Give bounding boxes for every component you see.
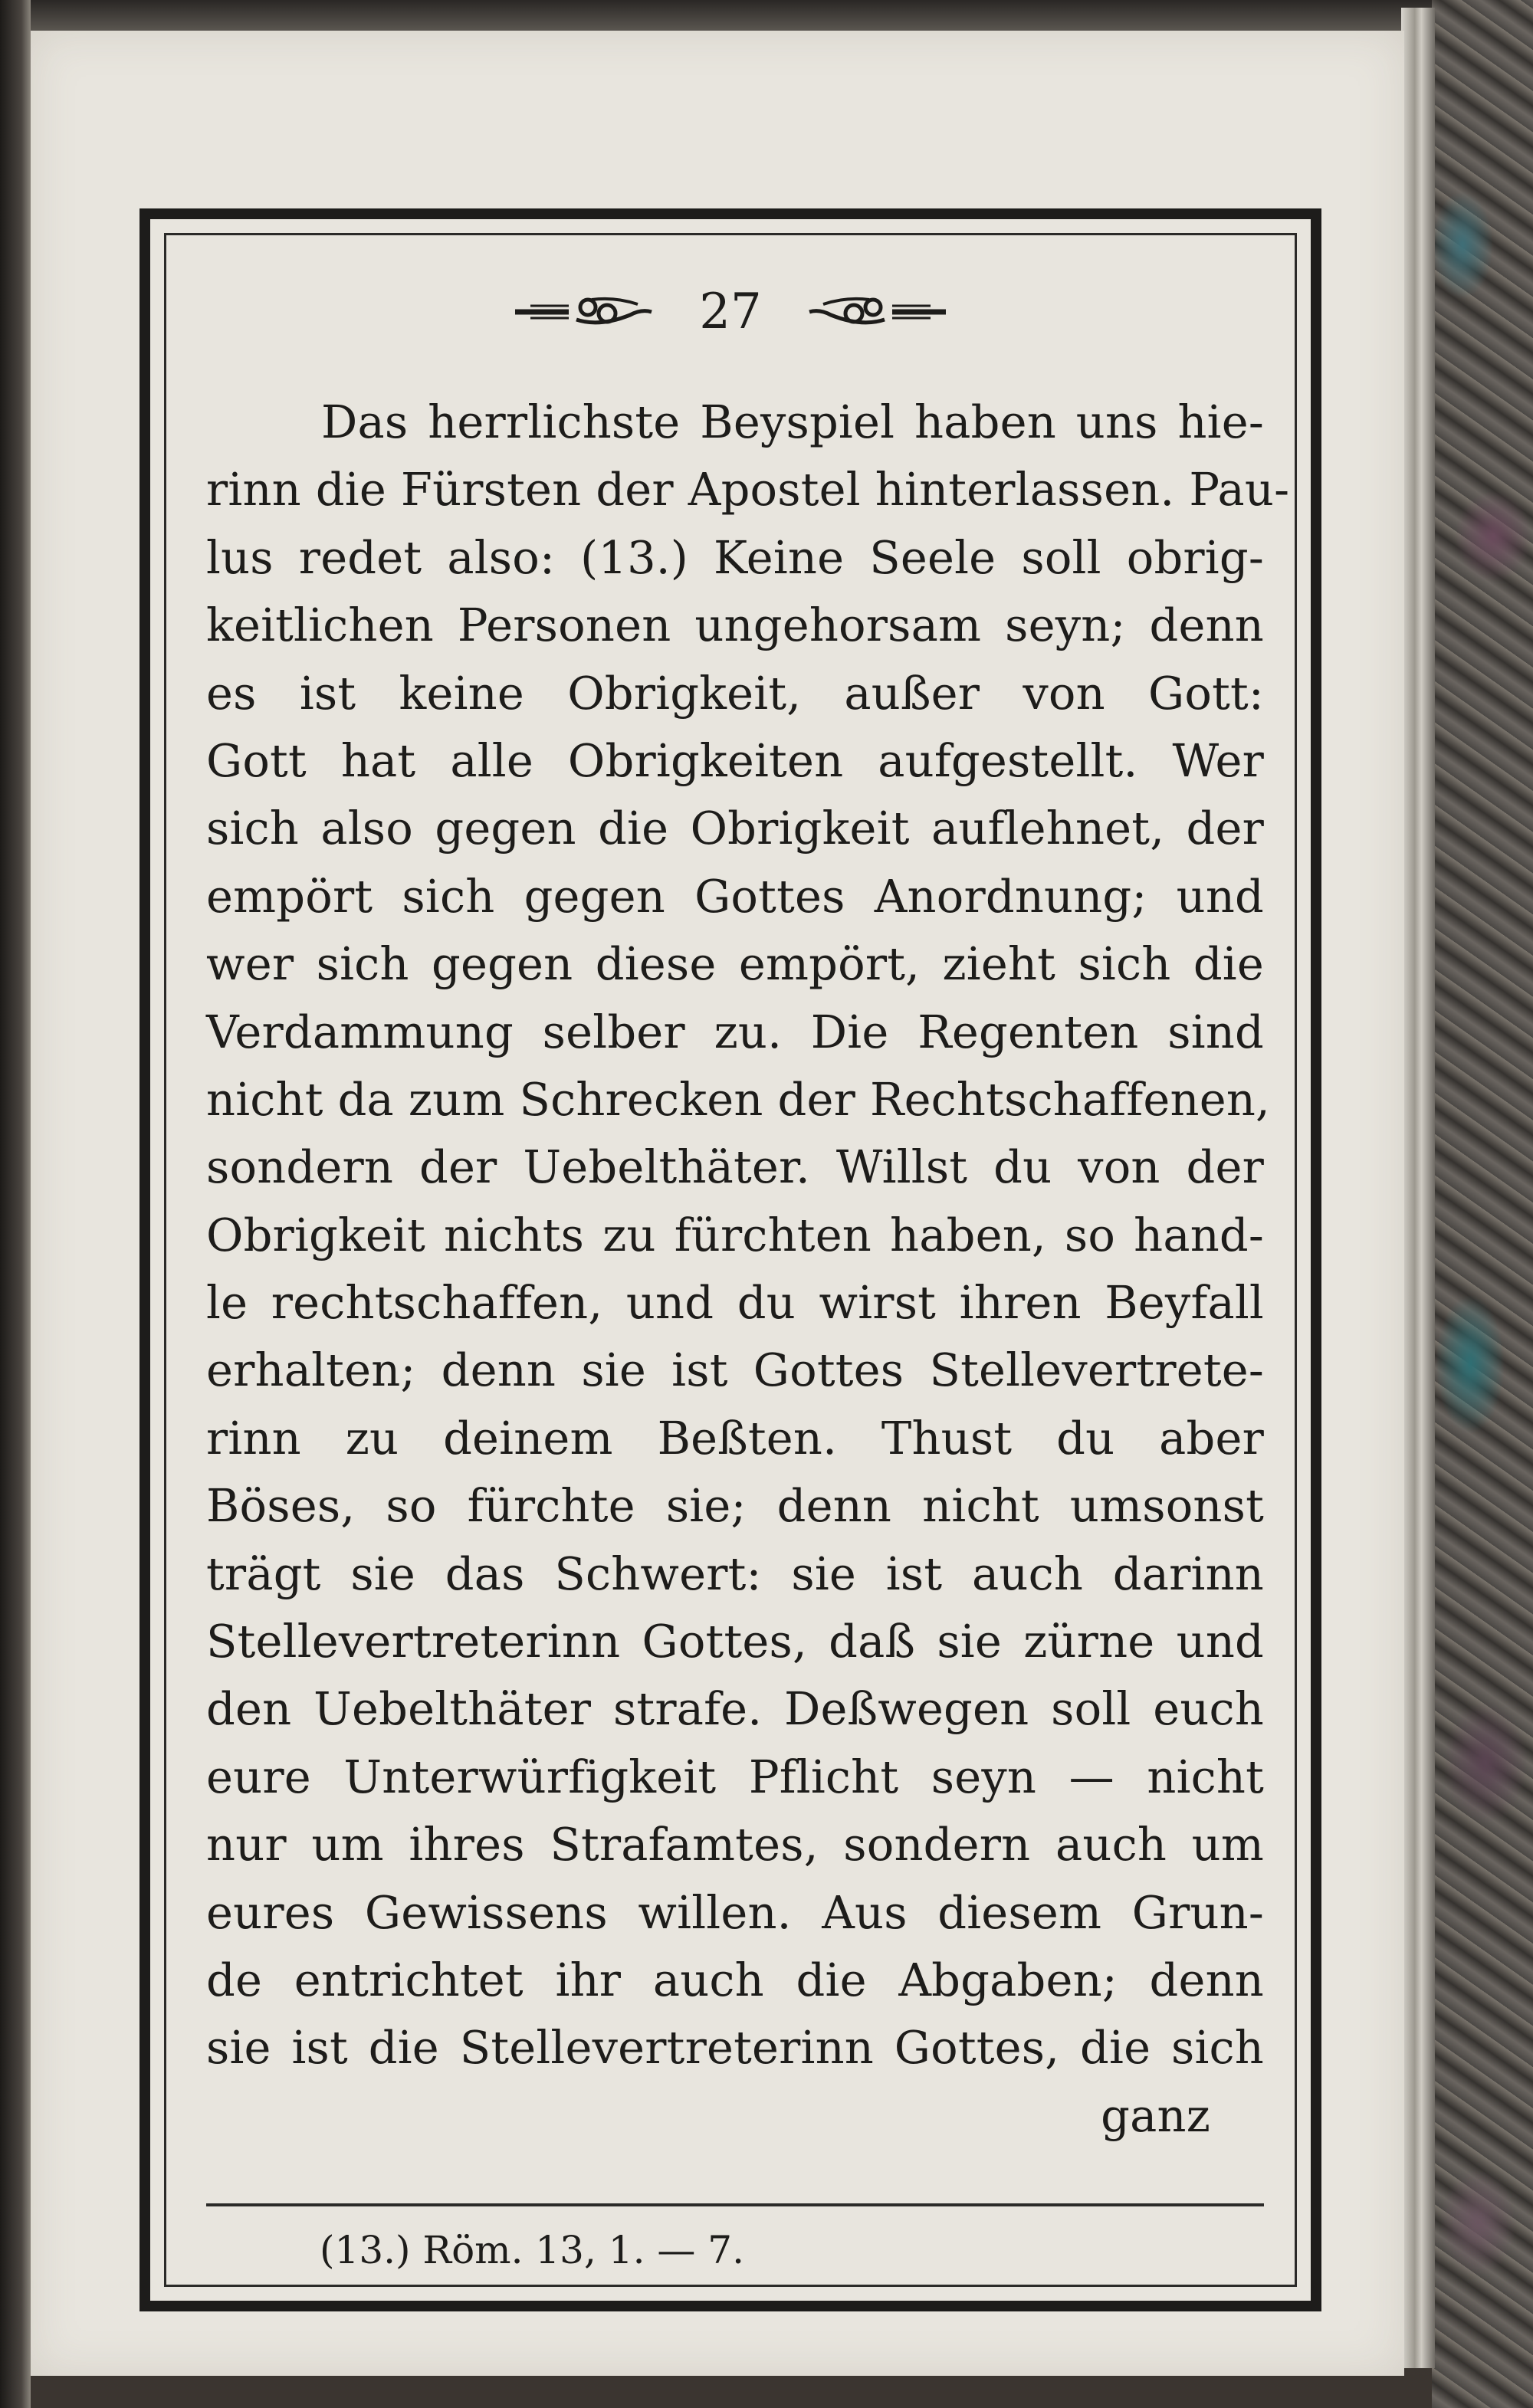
- text-line: den Uebelthäter strafe. Deßwegen soll euch: [206, 1682, 1264, 1736]
- footnote-rule: [206, 2203, 1264, 2206]
- page-number: 27: [699, 283, 762, 340]
- footnote: (13.) Röm. 13, 1. — 7.: [320, 2228, 744, 2272]
- text-line: Das herrlichste Beyspiel haben uns hie-: [321, 395, 1264, 448]
- right-ornament-icon: [808, 297, 946, 327]
- text-line: Obrigkeit nichts zu fürchten haben, so hand-: [206, 1208, 1264, 1261]
- text-line: sondern der Uebelthäter. Willst du von der: [206, 1140, 1264, 1194]
- text-line: es ist keine Obrigkeit, außer von Gott:: [206, 666, 1264, 720]
- text-line: le rechtschaffen, und du wirst ihren Beyfall: [206, 1276, 1264, 1330]
- text-line: eure Unterwürfigkeit Pflicht seyn — nicht: [206, 1750, 1264, 1803]
- text-line: rinn die Fürsten der Apostel hinterlassen. Pau-: [206, 463, 1290, 517]
- text-line: sich also gegen die Obrigkeit auflehnet, der: [206, 802, 1264, 855]
- top-binding-edge: [0, 0, 1533, 31]
- left-ornament-icon: [515, 297, 653, 327]
- text-line: erhalten; denn sie ist Gottes Stellevertrete-: [206, 1343, 1264, 1397]
- marbled-endpaper: [1432, 0, 1533, 2408]
- text-line: nicht da zum Schrecken der Rechtschaffenen,: [206, 1072, 1270, 1126]
- text-line: Gott hat alle Obrigkeiten aufgestellt. Wer: [206, 733, 1264, 787]
- left-binding-edge: [0, 0, 31, 2408]
- printed-border-frame: [140, 208, 1321, 2311]
- text-line: empört sich gegen Gottes Anordnung; und: [206, 869, 1264, 923]
- text-line: Stellevertreterinn Gottes, daß sie zürne und: [206, 1615, 1264, 1668]
- text-line: trägt sie das Schwert: sie ist auch darinn: [206, 1547, 1264, 1600]
- text-line: wer sich gegen diese empört, zieht sich die: [206, 937, 1264, 991]
- inner-border-rule: [164, 233, 1297, 2287]
- catchword: ganz: [1101, 2088, 1210, 2142]
- page-header: [166, 280, 1295, 341]
- book-page: [31, 31, 1404, 2376]
- text-line: Böses, so fürchte sie; denn nicht umsonst: [206, 1479, 1264, 1533]
- body-text: [206, 389, 1290, 2150]
- text-line: sie ist die Stellevertreterinn Gottes, die sich: [206, 2021, 1264, 2075]
- text-line: rinn zu deinem Beßten. Thust du aber: [206, 1411, 1264, 1465]
- text-line: Verdammung selber zu. Die Regenten sind: [206, 1005, 1264, 1058]
- text-line: eures Gewissens willen. Aus diesem Grun-: [206, 1885, 1264, 1939]
- page-fore-edge: [1401, 8, 1435, 2368]
- text-line: nur um ihres Strafamtes, sondern auch um: [206, 1818, 1264, 1872]
- text-line: keitlichen Personen ungehorsam seyn; denn: [206, 599, 1264, 652]
- text-line: de entrichtet ihr auch die Abgaben; denn: [206, 1953, 1264, 2006]
- text-line: lus redet also: (13.) Keine Seele soll obrig-: [206, 530, 1264, 584]
